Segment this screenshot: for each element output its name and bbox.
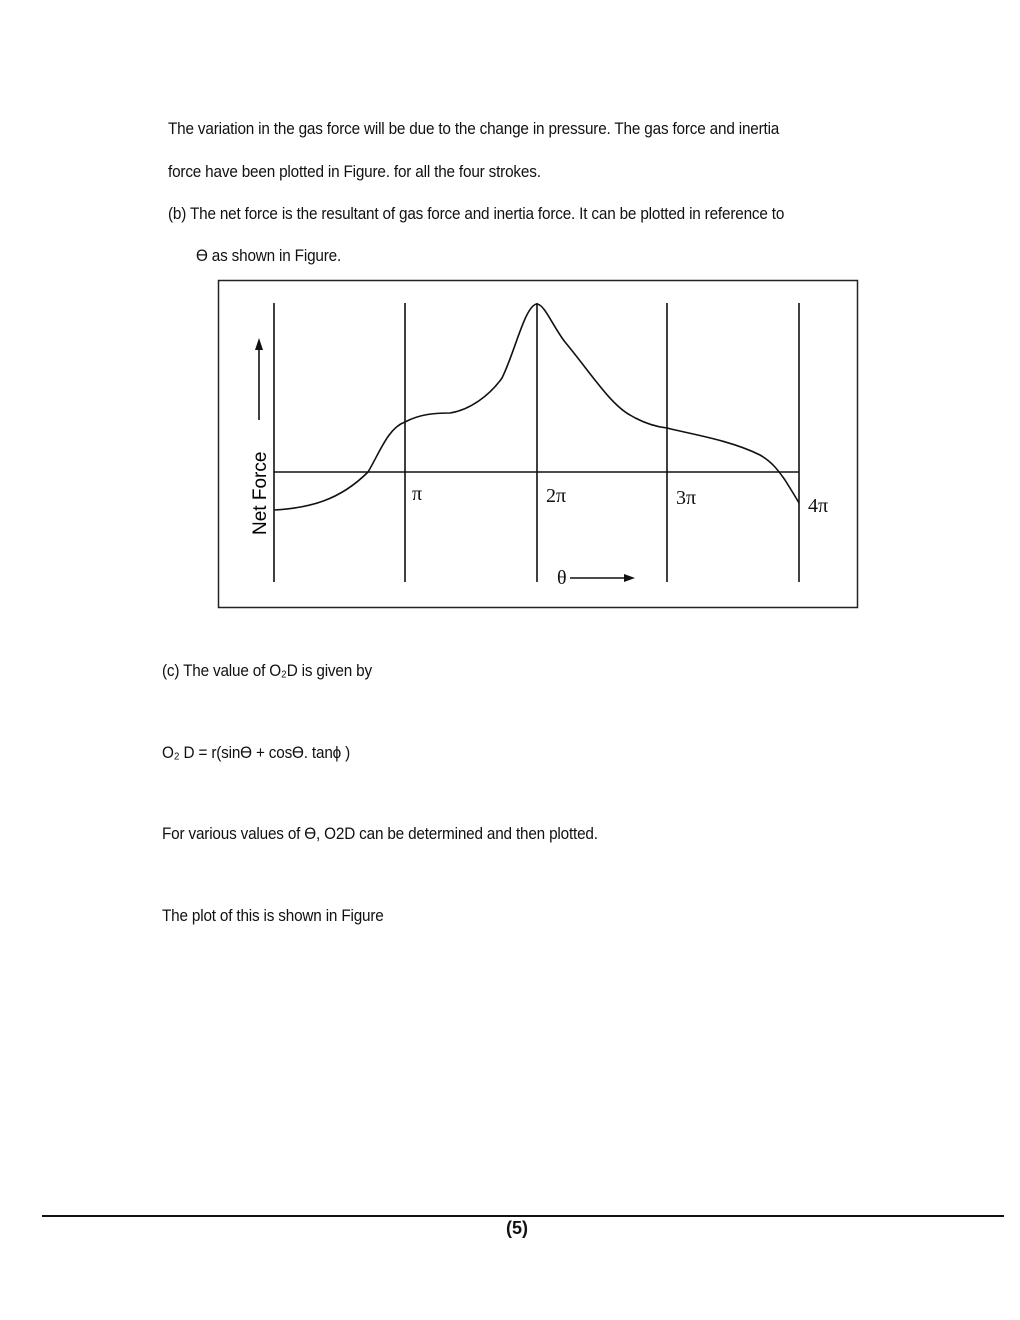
- paragraph-line: The variation in the gas force will be due to the change in pressure. The gas force and inertia: [168, 119, 780, 138]
- paragraph-line: For various values of ϴ, O2D can be determined and then plotted.: [162, 824, 598, 843]
- tick-label-4pi: 4π: [808, 495, 829, 517]
- y-axis-label: Net Force: [250, 451, 271, 535]
- page-number: (5): [506, 1218, 528, 1238]
- tick-label-pi: π: [412, 483, 423, 505]
- figure-frame: [219, 281, 858, 608]
- paragraph-line: force have been plotted in Figure. for all the four strokes.: [168, 162, 541, 181]
- paragraph-line: (c) The value of O₂D is given by: [162, 661, 372, 680]
- formula: O₂ D = r(sinϴ + cosϴ. tanϕ ): [162, 743, 351, 762]
- net-force-figure: [0, 0, 1020, 640]
- x-axis-label: θ: [557, 567, 567, 589]
- footer-rule: [42, 1215, 1004, 1217]
- paragraph-line: ϴ as shown in Figure.: [196, 246, 342, 265]
- paragraph-line: The plot of this is shown in Figure: [162, 906, 384, 925]
- paragraph-line: (b) The net force is the resultant of gas force and inertia force. It can be plotted in reference to: [168, 204, 785, 223]
- tick-label-3pi: 3π: [676, 487, 697, 509]
- tick-label-2pi: 2π: [546, 485, 567, 507]
